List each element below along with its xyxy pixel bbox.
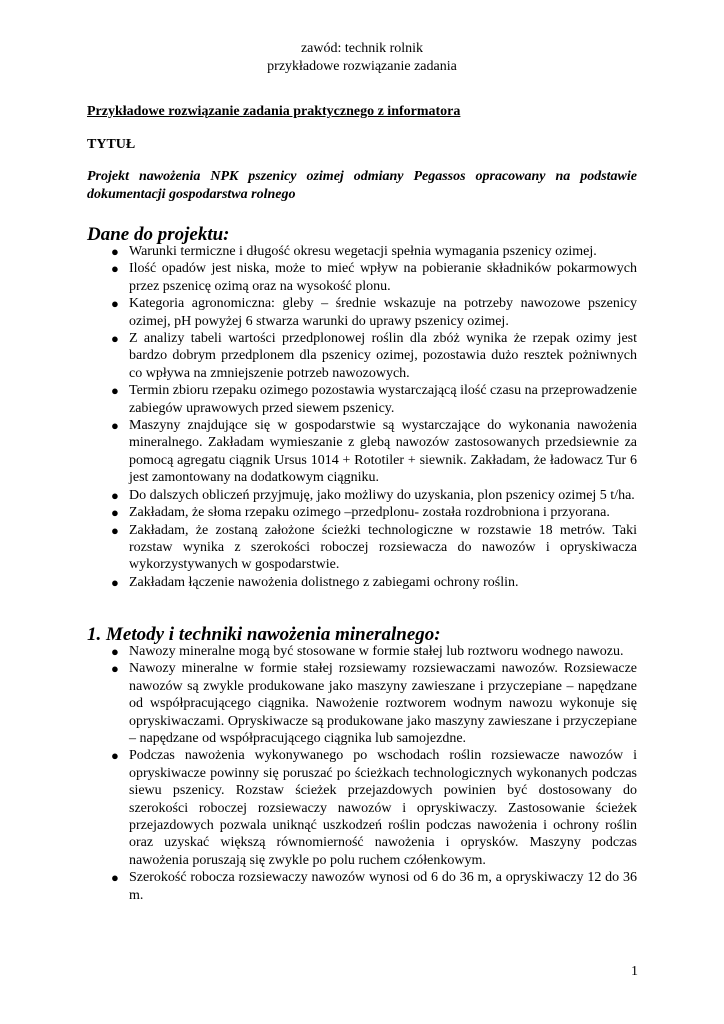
metody-list <box>87 643 637 904</box>
list-item-text: Zakładam łączenie nawożenia dolistnego z zabiegami ochrony roślin. <box>129 574 519 590</box>
list-item-text: Podczas nawożenia wykonywanego po wschodach roślin rozsiewacze nawozów i opryskiwacze powinny się poruszać po ścieżkach technologicznych wykonanych podczas siewu pszenicy. Rozstaw ścieżek przejazdowych powinien być dostosowany do szerokości roboczej rozsiewaczy nawozów i opryskiwaczy. Zastosowanie ścieżek przejazdowych pozwala uniknąć uszkodzeń roślin podczas nawożenia i ochrony roślin oraz uzyskać większą równomierność nawożenia i oprysków. Maszyny podczas nawożenia poruszają się zwykle po polu ruchem czółenkowym. <box>129 748 637 868</box>
list-item-text: Nawozy mineralne mogą być stosowane w formie stałej lub roztworu wodnego nawozu. <box>129 644 624 659</box>
section-title: Przykładowe rozwiązanie zadania praktycznego z informatora <box>87 104 461 119</box>
list-item <box>87 747 637 869</box>
bullet-icon: ● <box>111 644 119 659</box>
bullet-icon: ● <box>111 505 119 521</box>
dane-list <box>87 243 637 591</box>
bullet-icon: ● <box>111 383 119 399</box>
bullet-icon: ● <box>111 522 119 538</box>
bullet-icon: ● <box>111 244 119 259</box>
bullet-icon: ● <box>111 574 119 590</box>
list-item-text: Z analizy tabeli wartości przedplonowej roślin dla zbóż wynika że rzepak ozimy jest bardzo dobrym przedplonem dla pszenicy ozimej, pozostawia dużo resztek pożniwnych co wpływa na zmniejszenie potrzeb nawozowych. <box>129 331 637 381</box>
bullet-icon: ● <box>111 870 119 886</box>
bullet-icon: ● <box>111 261 119 277</box>
list-item <box>87 243 637 260</box>
bullet-icon: ● <box>111 661 119 677</box>
list-item <box>87 660 637 747</box>
list-item-text: Nawozy mineralne w formie stałej rozsiewamy rozsiewaczami nawozów. Rozsiewacze nawozów są zwykle produkowane jako maszyny zawieszane i przyczepiane – napędzane od współpracującego ciągnika. Nawożenie roztworem wodnym nawozu wykonuje się opryskiwaczami. Opryskiwacze są produkowane jako maszyny zawieszane i przyczepiane – napędzane od współpracującego ciągnika lub samojezdne. <box>129 661 637 747</box>
list-item <box>87 869 637 904</box>
bullet-icon: ● <box>111 331 119 347</box>
list-item <box>87 382 637 417</box>
bullet-icon: ● <box>111 296 119 312</box>
list-item-text: Warunki termiczne i długość okresu wegetacji spełnia wymagania pszenicy ozimej. <box>129 244 597 259</box>
header-profession: zawód: technik rolnik <box>300 41 424 56</box>
list-item <box>87 417 637 487</box>
page-number: 1 <box>631 964 638 979</box>
title-label: TYTUŁ <box>87 137 136 152</box>
list-item <box>87 330 637 382</box>
list-item-text: Zakładam, że słoma rzepaku ozimego –przedplonu- została rozdrobniona i przyorana. <box>129 505 610 521</box>
list-item-text: Do dalszych obliczeń przyjmuję, jako możliwy do uzyskania, plon pszenicy ozimej 5 t/ha. <box>129 487 635 503</box>
list-item <box>87 504 637 521</box>
bullet-icon: ● <box>111 418 119 434</box>
bullet-icon: ● <box>111 487 119 503</box>
list-item <box>87 643 637 660</box>
list-item <box>87 487 637 504</box>
list-item-text: Termin zbioru rzepaku ozimego pozostawia wystarczającą ilość czasu na przeprowadzenie zabiegów uprawowych przed siewem pszenicy. <box>129 383 637 416</box>
list-item <box>87 260 637 295</box>
list-item-text: Kategoria agronomiczna: gleby – średnie wskazuje na potrzeby nawozowe pszenicy ozimej, pH powyżej 6 stwarza warunki do uprawy pszenicy ozimej. <box>129 296 637 329</box>
list-item <box>87 295 637 330</box>
header-subtitle: przykładowe rozwiązanie zadania <box>267 59 457 74</box>
dane-heading: Dane do projektu: <box>87 224 230 245</box>
bullet-icon: ● <box>111 748 119 764</box>
list-item <box>87 522 637 574</box>
list-item-text: Szerokość robocza rozsiewaczy nawozów wynosi od 6 do 36 m, a opryskiwaczy 12 do 36 m. <box>129 870 637 903</box>
list-item <box>87 574 637 591</box>
metody-heading: 1. Metody i techniki nawożenia mineralnego: <box>87 624 441 645</box>
project-title: Projekt nawożenia NPK pszenicy ozimej odmiany Pegassos opracowany na podstawie dokumentacji gospodarstwa rolnego <box>87 169 637 202</box>
list-item-text: Zakładam, że zostaną założone ścieżki technologiczne w rozstawie 18 metrów. Taki rozstaw wynika z szerokości roboczej rozsiewacza do nawozów i opryskiwacza wykorzystywanych w gospodarstwie. <box>129 522 637 573</box>
list-item-text: Ilość opadów jest niska, może to mieć wpływ na pobieranie składników pokarmowych przez pszenicę ozimą oraz na wysokość plonu. <box>129 261 637 294</box>
list-item-text: Maszyny znajdujące się w gospodarstwie są wystarczające do wykonania nawożenia mineralnego. Zakładam wymieszanie z glebą nawozów zastosowanych przedsiewnie za pomocą agregatu ciągnik Ursus 1014 + Rototiler + siewnik. Zakładam, że ładowacz Tur 6 jest zamontowany na dodatkowym ciągniku. <box>129 418 637 486</box>
